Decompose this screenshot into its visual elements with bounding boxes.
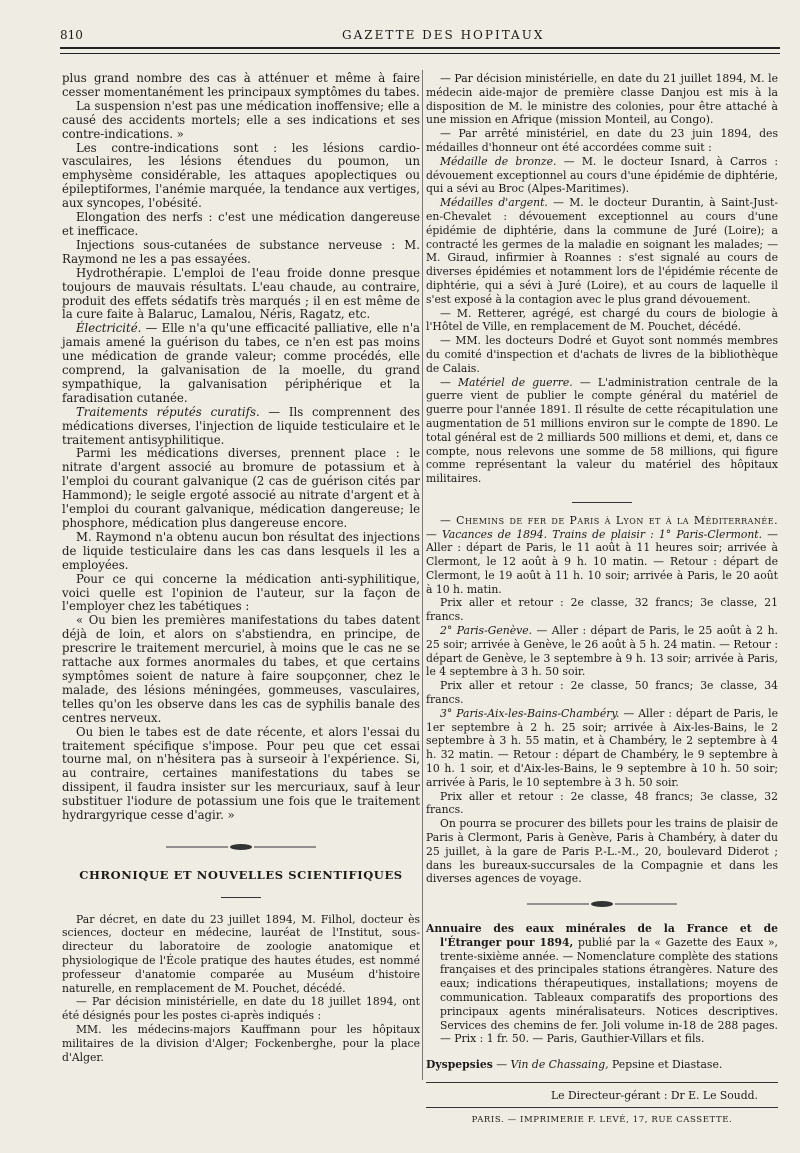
paragraph: — Par décision ministérielle, en date du 18 juillet 1894, ont été désignés pour les postes ci-après indiqués : [62,995,420,1023]
paragraph-lead: 3° Paris-Aix-les-Bains-Chambéry. [440,706,620,720]
imprint-rule [426,1107,778,1108]
section-heading: CHRONIQUE ET NOUVELLES SCIENTIFIQUES [79,867,403,882]
paragraph: MM. les médecins-majors Kauffmann pour les hôpitaux militaires de la division d'Alger; Fockenberghe, pour la place d'Alger. [62,1023,420,1064]
column-divider [422,70,423,1080]
notice [426,922,778,1046]
paragraph: Elongation des nerfs : c'est une médication dangereuse et inefficace. [62,210,420,238]
paragraph: Ou bien le tabes est de date récente, et alors l'essai du traitement spécifique s'impose. Pour peu que cet essai tourne mal, on n'hésitera pas à surseoir à l'expérience. Si, au contraire, certaines manifestations du tabes se dissipent, il faudra insister sur les mercuriaux, sauf à leur substituer l'iodure de potassium une fois que le traitement hydrargyrique cesse d'agir. » [62,724,420,823]
paragraph: Injections sous-cutanées de substance nerveuse : M. Raymond ne les a pas essayées. [62,237,420,266]
paragraph: On pourra se procurer des billets pour les trains de plaisir de Paris à Clermont, Paris à Genève, Paris à Chambéry, à dater du 25 juillet, à la gare de Paris P.-L.-M., 20, boulevard Diderot ; dans les bureaux-succursales de la Compagnie et dans les diverses agences de voyage. [426,817,778,886]
paragraph: — MM. les docteurs Dodré et Guyot sont nommés membres du comité d'inspection et d'achats de livres de la bibliothèque de Calais. [426,334,778,375]
paragraph: Prix aller et retour : 2e classe, 50 francs; 3e classe, 34 francs. [426,679,778,707]
ornament-divider [62,841,420,855]
paragraph [62,322,420,405]
paragraph-lead: 2° Paris-Genève. [440,624,533,638]
paragraph-body: — Elle n'a qu'une efficacité palliative, elle n'a jamais amené la guérison du tabes, ce n'en est pas moins une médication de grande valeur; comme procédés, elle comprend, la galvanisation de la moelle, du grand sympathique, la galvanisation périphérique et la faradisation cutanée. [62,321,420,405]
paragraph [426,624,778,679]
paragraph-lead: Médailles d'argent. [440,196,548,210]
page-header [60,20,780,60]
paragraph-body: — M. le docteur Isnard, à Carros : dévouement exceptionnel au cours d'une épidémie de diphtérie, qui a sévi au Broc (Alpes-Maritimes). [426,154,778,196]
notice-dash: — [492,1058,511,1072]
paragraph [426,196,778,306]
paragraph-body: — Aller : départ de Paris, le 11 août à 11 heures soir; arrivée à Clermont, le 12 août à 9 h. 10 matin. — Retour : départ de Clermont, le 19 août à 11 h. 10 soir; arrivée à Paris, le 20 août à 10 h. matin. [426,527,779,596]
paragraph-lead: Traitements réputés curatifs. [76,404,260,419]
paragraph: La suspension n'est pas une médication inoffensive; elle a causé des accidents mortels; elle a ses indications et ses contre-indications. » [62,98,420,141]
paragraph-lead: Électricité. [76,321,142,336]
paragraph: Hydrothérapie. L'emploi de l'eau froide donne presque toujours de mauvais résultats. L'eau chaude, au contraire, produit des effets sédatifs très marqués ; il en est même de la cure faite à Balaruc, Lamalou, Néris, Ragatz, etc. [62,265,420,322]
paragraph: Prix aller et retour : 2e classe, 48 francs; 3e classe, 32 francs. [426,789,778,817]
signature: Le Directeur-gérant : Dr E. Le Soudd. [551,1088,758,1102]
notice-body: Pepsine et Diastase. [608,1058,723,1072]
paragraph-lead: Médaille de bronze. [440,154,557,168]
paragraph-lead: — Chemins de fer de Paris à Lyon et à la Méditerranée. [440,513,778,527]
paragraph-body: — Ils comprennent des médications diverses, l'injection de liquide testiculaire et le traitement antisyphilitique. [62,404,420,447]
paragraph: — Par décision ministérielle, en date du 21 juillet 1894, M. le médecin aide-major de première classe Danjou est mis à la disposition de M. le ministre des colonies, pour être attaché à une mission en Afrique (mission Monteil, au Congo). [426,72,778,127]
paragraph: Par décret, en date du 23 juillet 1894, M. Filhol, docteur ès sciences, docteur en médecine, lauréat de l'Institut, sous-directeur du laboratoire de zoologie anatomique et physiologique de l'École pratique des hautes études, est nommé professeur d'anatomie comparée au Muséum d'histoire naturelle, en remplacement de M. Pouchet, décédé. [62,912,420,995]
paragraph-body: — Aller : départ de Paris, le 25 août à 2 h. 25 soir; arrivée à Genève, le 26 août à 5 h. 24 matin. — Retour : départ de Genève, le 3 septembre à 9 h. 13 soir; arrivée à Paris, le 4 septembre à 3 h. 50 soir. [426,624,778,679]
paragraph: « Ou bien les premières manifestations du tabes datent déjà de loin, et alors on s'abstiendra, en principe, de prescrire le traitement mercuriel, à moins que le cas ne se rattache aux formes anormales du tabes, et que certains symptômes soient de nature à faire soupçonner, chez le malade, des lésions méningées, gommeuses, vasculaires, telles qu'on les observe dans les cas de syphilis banale des centres nerveux. [62,613,420,725]
paragraph [426,707,778,790]
paragraph [426,155,778,196]
imprint: PARIS. — IMPRIMERIE F. LEVÉ, 17, RUE CASSETTE. [471,1114,733,1125]
notice [426,1058,778,1072]
paragraph: — M. Retterer, agrégé, est chargé du cours de biologie à l'Hôtel de Ville, en remplacement de M. Pouchet, décédé. [426,306,778,334]
paragraph: Les contre-indications sont : les lésions cardio-vasculaires, les lésions étendues du poumon, un emphysème considérable, les attaques apoplectiques ou épileptiformes, l'anémie marquée, la tendance aux vertiges, aux syncopes, l'obésité. [62,140,420,211]
header-rule-thin [60,53,780,54]
paragraph-dash: — [426,527,442,541]
paragraph-body: — L'administration centrale de la guerre vient de publier le compte général du matériel de guerre pour l'année 1891. Il résulte de cette récapitulation une augmentation de 51 millions environ sur le compte de 1890. Le total général est de 2 milliards 500 millions et demi, et, dans ce compte, nous relevons une somme de 58 millions, qui figure comme représentant la valeur du matériel des hôpitaux militaires. [426,375,778,486]
ornament-divider [426,494,778,508]
ornament-divider [426,898,778,912]
paragraph-subhead: Vacances de 1894. Trains de plaisir : 1° Paris-Clermont. [441,527,763,541]
header-rule [60,47,780,49]
paragraph: Pour ce qui concerne la médication anti-syphilitique, voici quelle est l'opinion de l'auteur, sur la façon de l'employer chez les tabétiques : [62,571,420,614]
heading-rule [62,889,420,903]
left-column [62,72,420,1064]
paragraph [62,406,420,448]
paragraph [426,376,778,486]
notice-body: publié par la « Gazette des Eaux », trente-sixième année. — Nomenclature complète des stations françaises et des principales stations étrangères. Nature des eaux; indications thérapeutiques, installations; moyens de communication. Tableaux comparatifs des proportions des principaux agents minéralisateurs. Notices descriptives. Services des chemins de fer. Joli volume in-18 de 288 pages. — Prix : 1 fr. 50. — Paris, Gauthier-Villars et fils. [440,935,778,1046]
page-title: GAZETTE DES HOPITAUX [342,28,545,42]
notice-lead: Annuaire des eaux minérales de la France et de l'Étranger pour 1894, [426,922,778,949]
paragraph-lead: — Matériel de guerre. [440,375,573,389]
paragraph: plus grand nombre des cas à atténuer et même à faire cesser momentanément les principaux symptômes du tabes. [62,71,420,99]
notice-lead: Dyspepsies [426,1058,493,1072]
chronique-body [62,913,420,1065]
paragraph-body: — M. le docteur Durantin, à Saint-Just-en-Chevalet : dévouement exceptionnel au cours d'une épidémie de diphtérie, dans la commune de Juré (Loire); a contracté les germes de la maladie en soignant les malades; — M. Giraud, infirmier à Roannes : s'est signalé au cours de diverses épidémies et notamment lors de l'épidémie récente de diphtérie, qui a sévi à Juré (Loire), et au cours de laquelle il s'est exposé à la contagion avec le plus grand dévouement. [426,196,778,306]
page-number: 810 [60,28,83,42]
paragraph: Prix aller et retour : 2e classe, 32 francs; 3e classe, 21 francs. [426,596,778,624]
paragraph: M. Raymond n'a obtenu aucun bon résultat des injections de liquide testiculaire dans les cas dans lesquels il les a employées. [62,529,420,572]
signature-rule [426,1082,778,1083]
paragraph-body: — Aller : départ de Paris, le 1er septembre à 2 h. 25 soir; arrivée à Aix-les-Bains, le 2 septembre à 3 h. 55 matin, et à Chambéry, le 2 septembre à 4 h. 32 matin. — Retour : départ de Chambéry, le 9 septembre à 10 h. 1 soir, et d'Aix-les-Bains, le 9 septembre à 10 h. 50 soir; arrivée à Paris, le 10 septembre à 3 h. 50 soir. [426,706,779,789]
paragraph: Parmi les médications diverses, prennent place : le nitrate d'argent associé au bromure de potassium et à l'emploi du courant galvanique (2 cas de guérison cités par Hammond); le seigle ergoté associé au nitrate d'argent et à l'emploi du courant galvanique, médication dangereuse; le phosphore, médication plus dangereuse encore. [62,446,420,530]
paragraph [426,514,778,597]
right-column [426,72,778,1128]
spacer [426,1046,778,1058]
paragraph: — Par arrêté ministériel, en date du 23 juin 1894, des médailles d'honneur ont été accordées comme suit : [426,127,778,154]
notice-italic: Vin de Chassaing, [510,1058,609,1072]
